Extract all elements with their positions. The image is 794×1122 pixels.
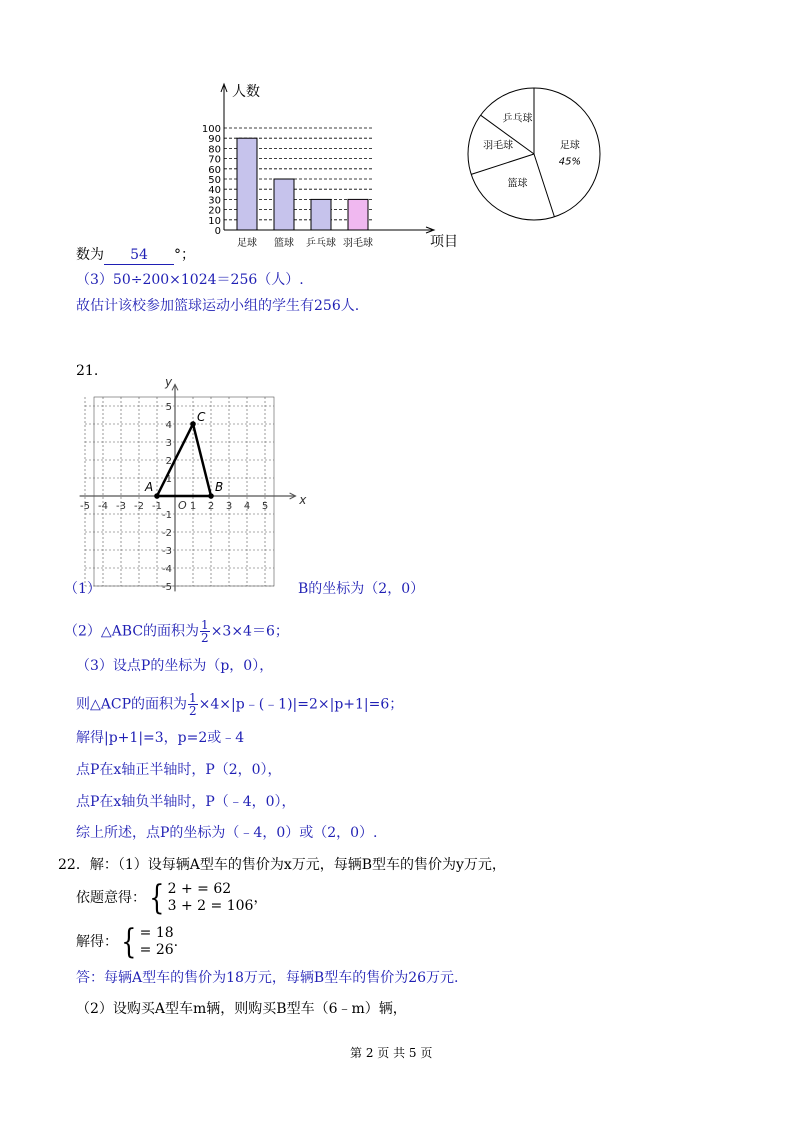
q20-answer: 54 — [104, 246, 174, 265]
point-b — [208, 493, 214, 499]
x-tick-label: 4 — [243, 501, 251, 512]
x-tick-label: 5 — [261, 501, 269, 512]
q21-positive-axis: 点P在x轴正半轴时，P（2，0）， — [76, 762, 282, 778]
q22-solution: 解得：{ = 18 = 26 . — [76, 922, 179, 962]
x-tick-label: 羽毛球 — [343, 238, 373, 249]
q22-answer: 答：每辆A型车的售价为18万元，每辆B型车的售价为26万元. — [76, 970, 459, 986]
y-tick-label: -4 — [162, 564, 172, 575]
bar — [237, 138, 257, 230]
q22-line1: 22．解：（1）设每辆A型车的售价为x万元，每辆B型车的售价为y万元， — [58, 857, 506, 873]
point-a — [154, 493, 160, 499]
bar — [348, 199, 368, 230]
coordinate-grid — [80, 375, 307, 593]
pie-label: 足球 — [559, 140, 580, 152]
q21-solve: 解得|p+1|=3，p=2或﹣4 — [76, 730, 245, 746]
x-tick-label: -4 — [98, 501, 108, 512]
y-tick-label: 5 — [165, 402, 172, 413]
x-axis-label: 项目 — [430, 234, 458, 250]
bar — [274, 179, 294, 230]
q21-part2: （2）△ABC的面积为 $\frac{1}{2}$ ×3×4＝6； — [64, 618, 289, 645]
q21-negative-axis: 点P在x轴负半轴时，P（﹣4，0）， — [76, 794, 296, 810]
x-tick-label: 乒乓球 — [306, 238, 336, 249]
x-tick-label: 3 — [225, 501, 233, 512]
pie-label: 羽毛球 — [483, 140, 514, 152]
y-tick-label: -2 — [162, 528, 172, 539]
y-tick-label: -3 — [162, 546, 172, 557]
q20-line1: 数为 54 °； — [76, 247, 195, 263]
q20-line3: 故估计该校参加篮球运动小组的学生有256人. — [76, 298, 360, 314]
pie-chart — [462, 84, 607, 229]
page-footer: 第 2 页 共 5 页 — [350, 1046, 433, 1060]
q21-part3: （3）设点P的坐标为（p，0）， — [76, 658, 274, 674]
y-axis-label: y — [165, 375, 173, 390]
y-tick-label: 40 — [208, 185, 221, 197]
x-axis-label: x — [299, 493, 307, 507]
q21-acp-area: 则△ACP的面积为 $\frac{1}{2}$ ×4×|p﹣(﹣1)|=2×|p+1|=6； — [76, 691, 404, 718]
x-tick-label: 1 — [189, 501, 197, 512]
y-tick-label: 10 — [208, 215, 221, 227]
q20-line2: （3）50÷200×1024＝256（人）. — [76, 272, 304, 288]
x-tick-label: -2 — [134, 501, 144, 512]
point-label: A — [145, 480, 154, 494]
y-axis-label: 人数 — [232, 84, 260, 100]
bar-chart — [200, 78, 470, 253]
x-tick-label: 足球 — [237, 238, 257, 249]
pie-label: 乒乓球 — [502, 113, 533, 125]
origin-label: O — [178, 499, 187, 512]
q21-conclusion: 综上所述，点P的坐标为（﹣4，0）或（2，0）. — [76, 825, 378, 841]
y-tick-label: 20 — [208, 205, 221, 217]
y-tick-label: 90 — [208, 134, 221, 146]
q21-part1-prefix: （1） — [64, 581, 101, 597]
y-tick-label: 2 — [165, 456, 172, 467]
q22-equation-system: 依题意得：{ 2 + = 62 3 + 2 = 106 ， — [76, 878, 268, 918]
y-tick-label: 1 — [165, 474, 172, 485]
point-label: B — [215, 480, 224, 494]
fraction: $\frac{1}{2}$ — [201, 618, 209, 645]
fraction: $\frac{1}{2}$ — [189, 691, 197, 718]
q21-part1: B的坐标为（2，0） — [298, 581, 425, 597]
x-tick-label: 2 — [207, 501, 215, 512]
pie-label: 篮球 — [507, 178, 528, 190]
q22-part2: （2）设购买A型车m辆，则购买B型车（6﹣m）辆， — [76, 1001, 407, 1017]
y-tick-label: 4 — [165, 420, 172, 431]
y-tick-label: 30 — [208, 195, 221, 207]
x-tick-label: 篮球 — [274, 238, 294, 249]
q21-number: 21. — [76, 363, 99, 379]
y-tick-label: 80 — [208, 144, 221, 156]
x-tick-label: -1 — [152, 501, 162, 512]
x-tick-label: -3 — [116, 501, 126, 512]
y-tick-label: -5 — [162, 582, 172, 593]
y-tick-label: 0 — [214, 226, 221, 237]
point-c — [190, 421, 196, 427]
bar — [311, 199, 331, 230]
y-tick-label: 50 — [208, 175, 221, 186]
y-tick-label: 3 — [165, 438, 172, 449]
y-tick-label: 60 — [208, 164, 221, 176]
point-label: C — [197, 410, 206, 424]
y-tick-label: -1 — [162, 510, 172, 521]
y-tick-label: 100 — [201, 124, 221, 135]
pie-percent: 45% — [558, 156, 581, 168]
x-tick-label: -5 — [80, 501, 90, 512]
y-tick-label: 70 — [208, 154, 221, 166]
